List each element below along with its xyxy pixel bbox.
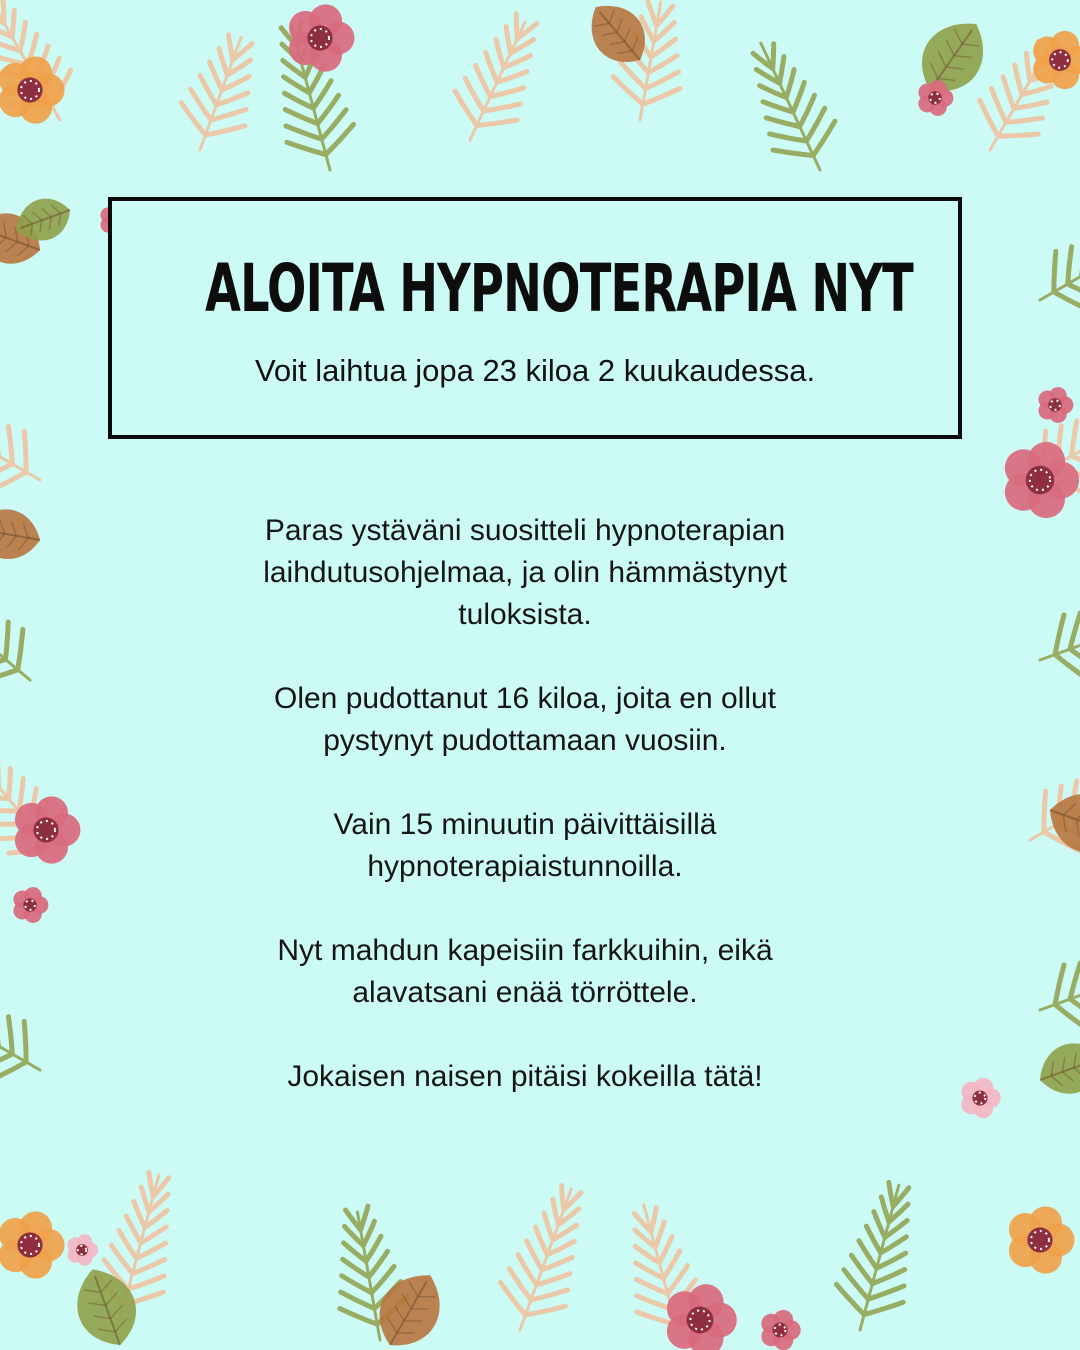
paragraph-line: tuloksista. (458, 598, 592, 631)
flower-icon (667, 1284, 737, 1350)
paragraph-line: Vain 15 minuutin päivittäisillä (333, 808, 717, 841)
flower-icon (13, 887, 48, 923)
leaf-icon (577, 0, 659, 76)
paragraph-line: pystynyt pudottamaan vuosiin. (323, 724, 727, 757)
fern-icon (1028, 930, 1080, 1042)
paragraph-5 (150, 1056, 900, 1098)
fern-icon (168, 26, 273, 162)
flower-icon (0, 1211, 64, 1278)
flower-icon (68, 1234, 99, 1265)
paragraph-line: Paras ystäväni suositteli hypnoterapian (264, 514, 786, 547)
fern-icon (730, 29, 851, 185)
fern-icon (0, 380, 57, 509)
paragraph-4 (150, 930, 900, 1014)
headline: ALOITA HYPNOTERAPIA NYT (205, 250, 913, 327)
leaf-icon (0, 504, 44, 565)
paragraph-line: laihdutusohjelmaa, ja olin hämmästynyt (263, 556, 787, 589)
fern-icon (439, 4, 558, 154)
fern-icon (827, 1176, 933, 1339)
testimonial-text (150, 510, 900, 1098)
paragraph-line: alavatsani enää törröttele. (352, 976, 698, 1009)
flower-icon (15, 796, 81, 863)
subheadline: Voit laihtua jopa 23 kiloa 2 kuukaudessa. (254, 353, 816, 388)
fern-icon (488, 1177, 604, 1342)
paragraph-line: Jokaisen naisen pitäisi kokeilla tätä! (287, 1060, 763, 1093)
flower-icon (761, 1310, 800, 1350)
headline-box (108, 197, 962, 439)
paragraph-2 (150, 678, 900, 762)
leaf-icon (1032, 1033, 1080, 1103)
paragraph-1 (150, 510, 900, 636)
fern-icon (0, 970, 57, 1099)
fern-icon (0, 564, 52, 706)
fern-icon (1023, 200, 1080, 329)
flower-icon (289, 4, 355, 71)
paragraph-3 (150, 804, 900, 888)
flower-icon (1033, 31, 1080, 89)
flower-icon (1005, 442, 1079, 518)
flower-icon (1009, 1206, 1075, 1273)
fern-icon (1028, 580, 1080, 692)
paragraph-line: hypnoterapiaistunnoilla. (367, 850, 683, 883)
flower-icon (961, 1078, 1000, 1118)
paragraph-line: Nyt mahdun kapeisiin farkkuihin, eikä (277, 934, 773, 967)
paragraph-line: Olen pudottanut 16 kiloa, joita en ollut (273, 682, 777, 715)
flower-icon (1038, 387, 1073, 423)
